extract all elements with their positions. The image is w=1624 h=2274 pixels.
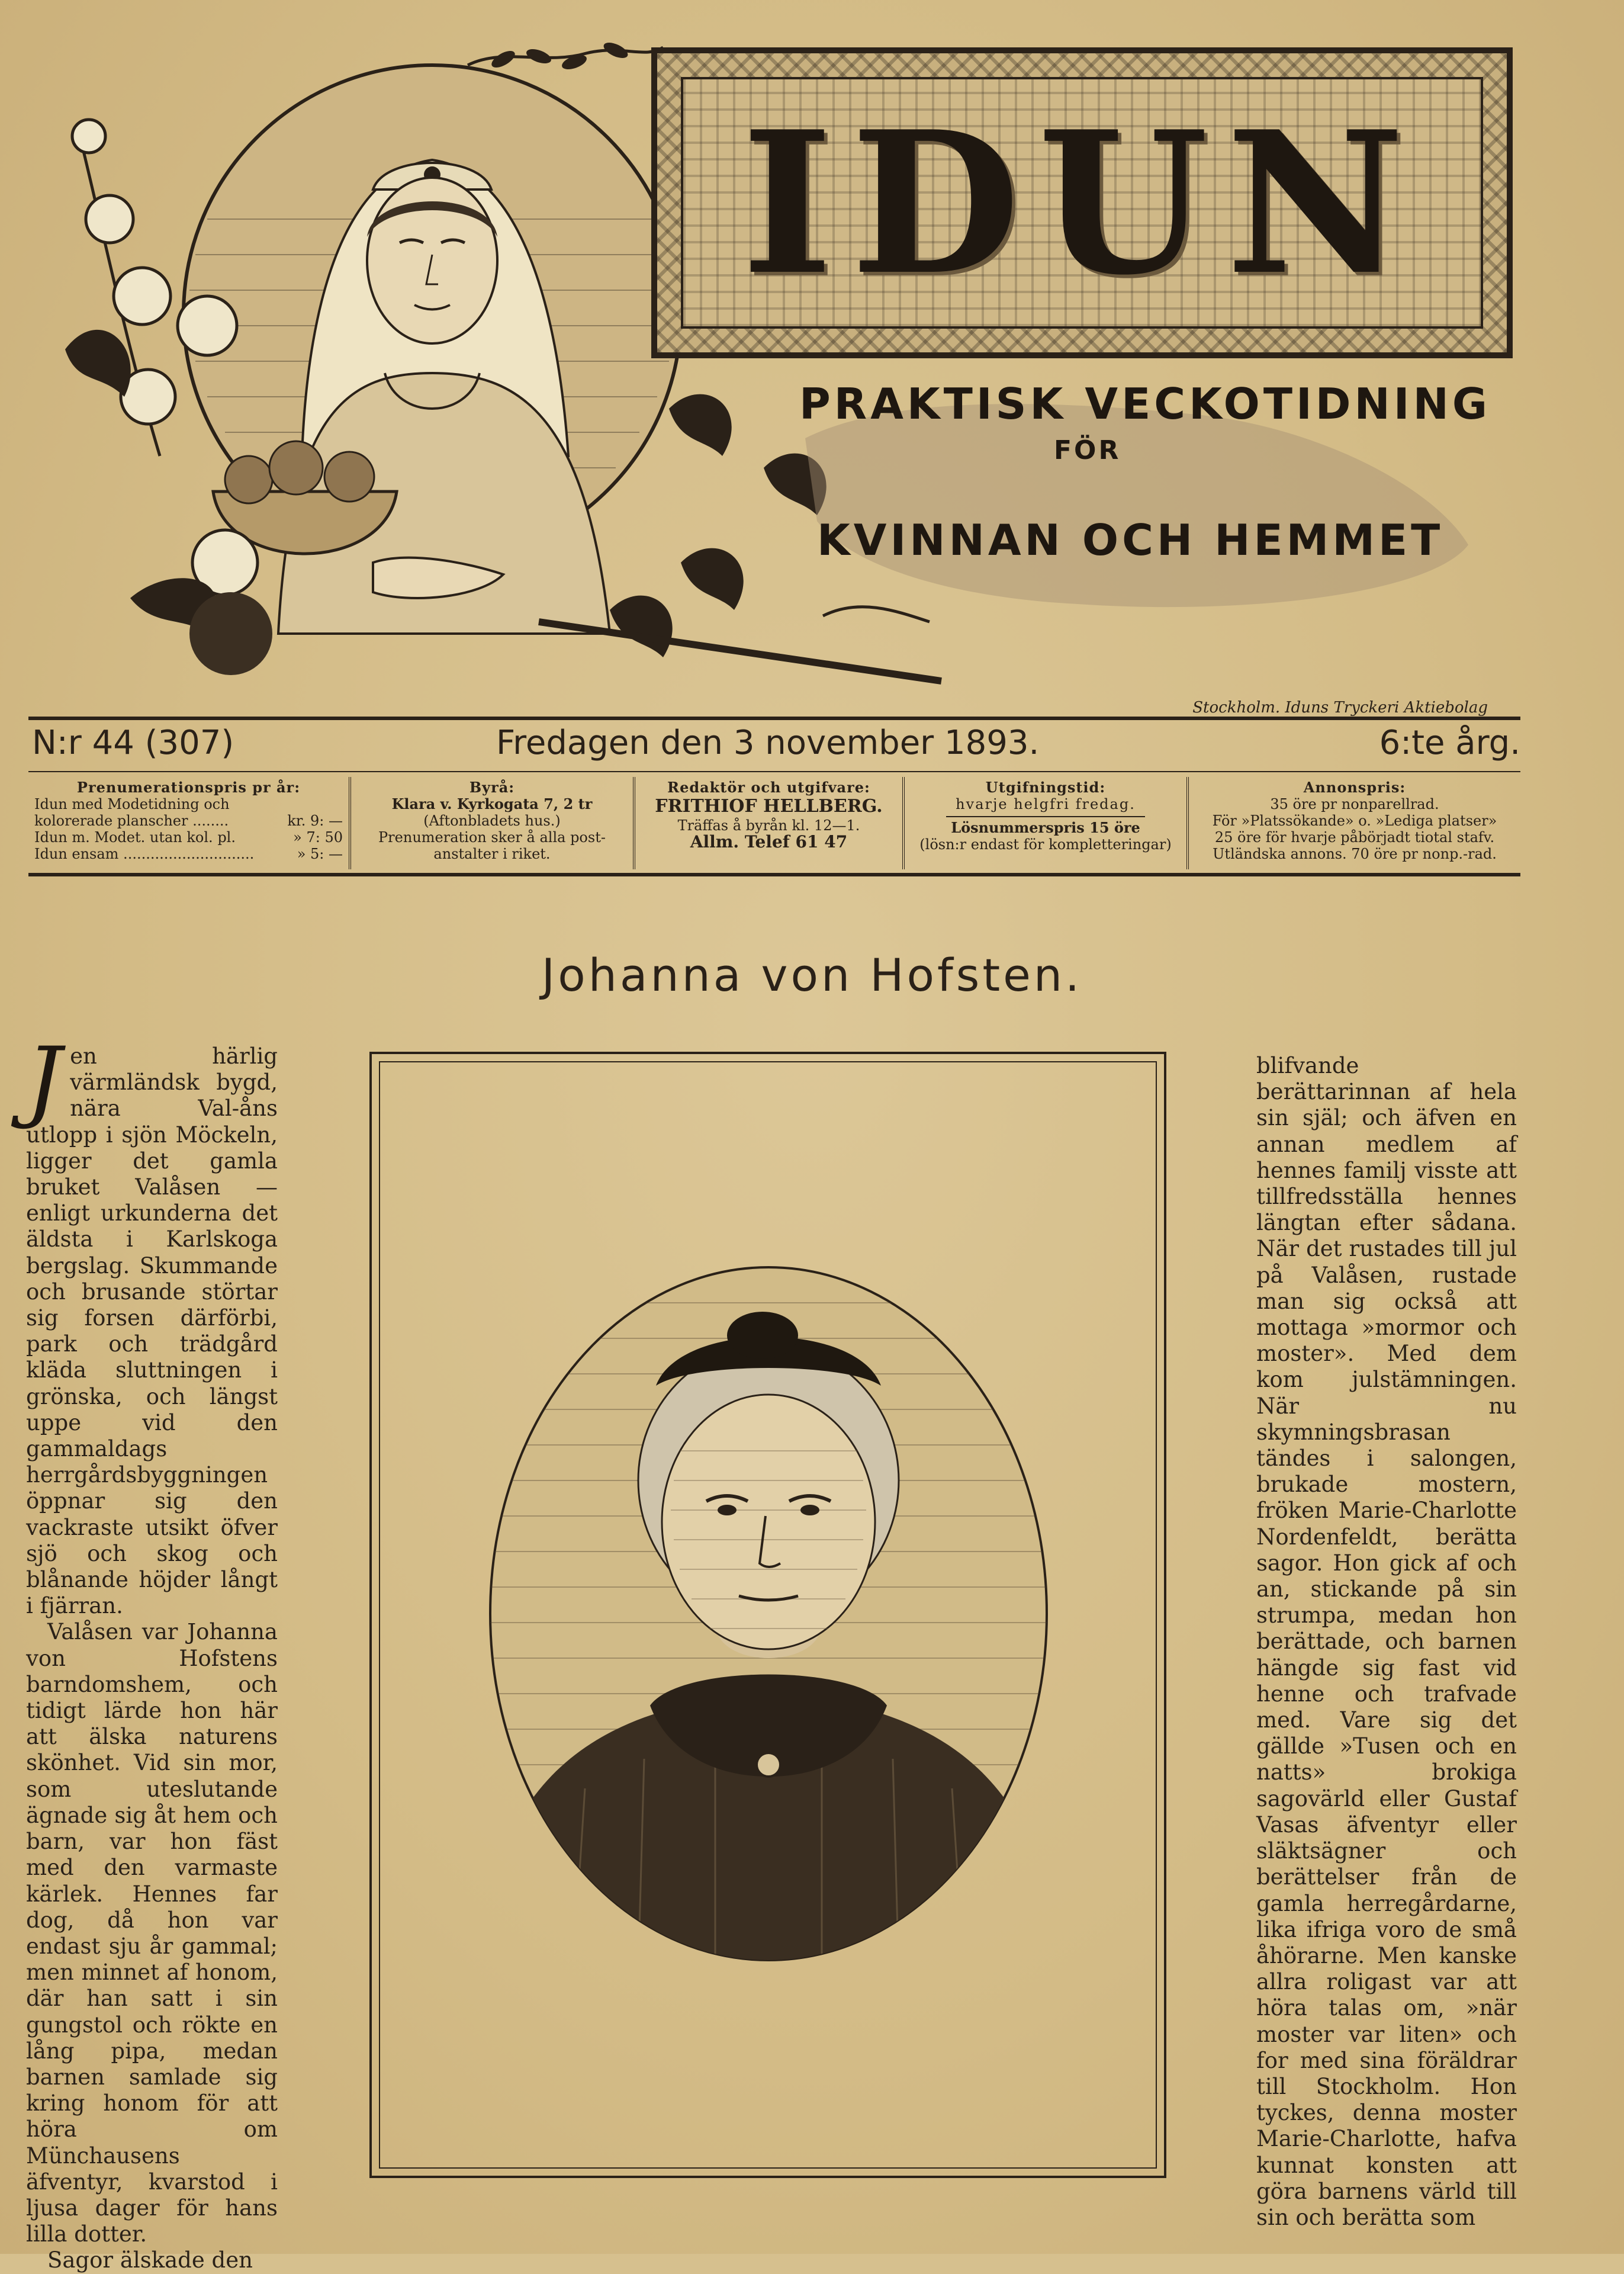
rule-bottom	[28, 873, 1520, 876]
paragraph: Valåsen var Johanna von Hofstens barndomshem, och tidigt lärde hon här att älska naturens skönhet. Vid sin mor, som uteslutande ägnade sig åt hem och barn, var hon fäst med den varmaste kärlek. Hennes far dog, då hon var endast sju år gammal; men minnet af honom, där han satt i sin gungstol och rökte en lång pipa, medan barnen samlade sig kring honom för att höra om Münchausens äfventyr, kvarstod i ljusa dager för hans lilla dotter.	[26, 1619, 278, 2247]
subscription-box	[28, 777, 351, 869]
paragraph: en härlig värmländsk bygd, nära Val-åns utlopp i sjön Möckeln, ligger det gamla bruket Valåsen — enligt urkunderna det äldsta i Karlskoga bergslag. Skummande och brusande störtar sig forsen därförbi, park och trädgård kläda sluttningen i grönska, och längst uppe vid den gammaldags herrgårdsbyggningen öppnar sig den vackraste utsikt öfver sjö och skog och blånande höjder långt i fjärran.	[26, 1043, 278, 1619]
editor-box	[635, 777, 905, 869]
paragraph: blifvande berättarinnan af hela sin själ; och äfven en annan medlem af hennes familj visste att tillfredsställa hennes längtan efter sådana. När det rustades till jul på Valåsen, rustade man sig också att mottaga »mormor och moster». Med dem kom julstämningen. När nu skymningsbrasan tändes i salongen, brukade mostern, fröken Marie-Charlotte Nordenfeldt, berätta sagor. Hon gick af och an, stickande på sin strumpa, medan hon berättade, och barnen hängde sig fast vid henne och trafvade med. Vare sig det gällde »Tusen och en natts» brokiga sagovärld eller Gustaf Vasas äfventyr eller släktsägner och berättelser från de gamla herregårdarne, lika ifriga voro de små åhörarne. Men kanske allra roligast var att höra talas om, »när moster var liten» och for med sina föräldrar till Stockholm. Hon tyckes, denna moster Marie-Charlotte, hafva kunnat konsten att göra barnens värld till sin och berätta som	[1256, 1053, 1517, 2230]
title-panel	[651, 47, 1513, 358]
masthead-subtitle	[782, 367, 1492, 616]
drop-cap: J	[26, 1029, 62, 1132]
office-subscription-note-2: anstalter i riket.	[433, 846, 551, 862]
paragraph: Sagor älskade den	[47, 2247, 253, 2273]
title-panel-inner	[681, 77, 1483, 329]
portrait-engraving	[467, 1255, 1070, 1972]
ads-heading: Annonspris:	[1303, 779, 1406, 796]
info-bar	[28, 777, 1520, 869]
office-heading: Byrå:	[469, 779, 515, 796]
subtitle-line-1: PRAKTISK VECKOTIDNING	[799, 379, 1491, 429]
price-label: Idun ensam .............................	[34, 846, 255, 862]
article-column-left	[26, 1029, 278, 2274]
price-row	[34, 846, 343, 862]
editor-name: FRITHIOF HELLBERG.	[655, 796, 883, 817]
rule-middle	[28, 771, 1520, 772]
ads-rate-4: Utländska annons. 70 öre pr nonp.-rad.	[1213, 846, 1497, 862]
price-row	[34, 829, 343, 846]
office-address: Klara v. Kyrkogata 7, 2 tr	[391, 795, 593, 812]
masthead-title: IDUN	[741, 88, 1423, 318]
single-copy-price: Lösnummerspris 15 öre	[946, 816, 1145, 836]
issue-date: Fredagen den 3 november 1893.	[496, 724, 1040, 762]
price-label: Idun med Modetidning och	[34, 796, 230, 812]
publication-heading: Utgifningstid:	[985, 779, 1106, 796]
office-subscription-note: Prenumeration sker å alla post-	[378, 829, 606, 846]
ads-rate-3: 25 öre för hvarje påbörjadt tiotal stafv.	[1214, 829, 1495, 846]
price-label: Idun m. Modet. utan kol. pl.	[34, 829, 236, 846]
ads-box	[1189, 777, 1520, 869]
portrait-frame	[369, 1052, 1166, 2178]
rule-top	[28, 717, 1520, 720]
price-label: kolorerade planscher ........	[34, 812, 229, 829]
editor-hours: Träffas å byrån kl. 12—1.	[677, 817, 860, 834]
office-building: (Aftonbladets hus.)	[423, 812, 561, 829]
price-value: kr. 9: —	[287, 812, 343, 829]
publication-schedule: hvarje helgfri fredag.	[956, 796, 1136, 812]
single-copy-note: (lösn:r endast för kompletteringar)	[919, 836, 1172, 853]
article-column-right	[1256, 1053, 1517, 2231]
printer-credit: Stockholm. Iduns Tryckeri Aktiebolag	[1192, 699, 1488, 717]
article-title: Johanna von Hofsten.	[541, 949, 1083, 1001]
subtitle-line-3: KVINNAN OCH HEMMET	[817, 515, 1444, 565]
price-row	[34, 812, 343, 829]
price-value: » 5: —	[297, 846, 343, 862]
price-value: » 7: 50	[293, 829, 343, 846]
editor-phone: Allm. Telef 61 47	[690, 832, 848, 852]
ads-rate-2: För »Platssökande» o. »Lediga platser»	[1212, 812, 1497, 829]
ads-rate-1: 35 öre pr nonparellrad.	[1270, 796, 1439, 812]
subscription-heading: Prenumerationspris pr år:	[76, 779, 301, 796]
subtitle-line-2: FÖR	[1054, 435, 1121, 465]
price-row	[34, 796, 343, 812]
editor-heading: Redaktör och utgifvare:	[667, 779, 870, 796]
issue-number: N:r 44 (307)	[32, 724, 234, 762]
office-box	[351, 777, 635, 869]
publication-box	[905, 777, 1189, 869]
volume-number: 6:te årg.	[1379, 724, 1520, 762]
dateline	[28, 724, 1520, 765]
